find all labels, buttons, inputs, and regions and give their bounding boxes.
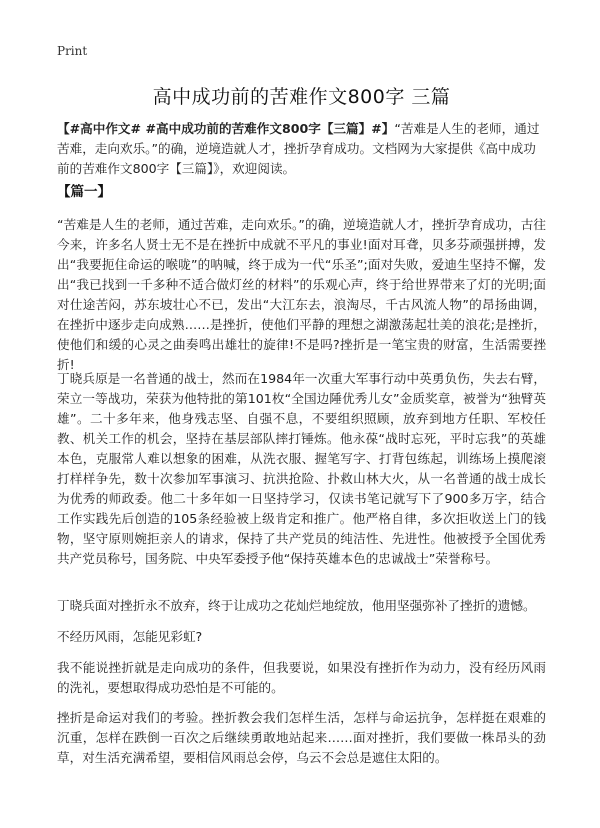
paragraph-5: 我不能说挫折就是走向成功的条件，但我要说，如果没有挫折作为动力，没有经历风雨的洗礼，要想取得成功恐怕是不可能的。 bbox=[57, 660, 546, 695]
paragraph-6: 挫折是命运对我们的考验。挫折教会我们怎样生活，怎样与命运抗争，怎样挺在艰难的沉重，怎样在跌倒一百次之后继续勇敢地站起来……面对挫折，我们要做一株昂头的劲草，对生活充满希望，要相信风雨总会停，乌云不会总是遮住太阳的。 bbox=[57, 710, 546, 765]
page-title: 高中成功前的苦难作文800字 三篇 bbox=[152, 86, 451, 108]
paragraph-1: “苦难是人生的老师，通过苦难，走向欢乐。”的确，逆境造就人才，挫折孕育成功，古往今来，许多名人贤士无不是在挫折中成就不平凡的事业!面对耳聋，贝多芬顽强拼搏，发出“我要扼住命运的喉咙”的呐喊，终于成为一代“乐圣”;面对失败，爱迪生坚持不懈，发出“我已找到一千多种不适合做灯丝的材料”的乐观心声，终于给世界带来了灯的光明;面对仕途苦闷，苏东坡壮心不已，发出“大江东去，浪淘尽，千古风流人物”的昂扬曲调，在挫折中逐步走向成熟……是挫折，使他们平静的理想之湖激荡起壮美的浪花;是挫折，使他们和缓的心灵之曲奏鸣出雄壮的旋律!不是吗?挫折是一笔宝贵的财富，生活需要挫折! bbox=[57, 217, 546, 372]
paragraph-2: 丁晓兵原是一名普通的战士，然而在1984年一次重大军事行动中英勇负伤，失去右臂，荣立一等战功，荣获为他特批的第101枚“全国边陲优秀儿女”金质奖章，被誉为“独臂英雄”。二十多年来，他身残志坚、自强不息，不要组织照顾，放弃到地方任职、军校任教、机关工作的机会，坚持在基层部队摔打锤炼。他永葆“战时忘死，平时忘我”的英雄本色，克服常人难以想象的困难，从洗衣服、握笔写字、打背包练起，训练场上摸爬滚打样样争先，数十次参加军事演习、抗洪抢险、扑救山林大火，从一名普通的战士成长为优秀的师政委。他二十多年如一日坚持学习，仅读书笔记就写下了900多万字，结合工作实践先后创造的105条经验被上级肯定和推广。他严格自律，多次拒收送上门的钱物，坚守原则婉拒亲人的请求，保持了共产党员的纯洁性、先进性。他被授予全国优秀共产党员称号，国务院、中央军委授予他“保持英雄本色的忠诚战士”荣誉称号。 bbox=[57, 371, 546, 566]
intro-paragraph bbox=[57, 119, 546, 179]
paragraph-4: 不经历风雨，怎能见彩虹? bbox=[57, 629, 203, 644]
paragraph-3: 丁晓兵面对挫折永不放弃，终于让成功之花灿烂地绽放，他用坚强弥补了挫折的遗憾。 bbox=[57, 598, 536, 613]
intro-tag: 【#高中作文# #高中成功前的苦难作文800字【三篇】#】 bbox=[57, 121, 395, 136]
intro-text: “苦难是人生的老师，通过苦难，走向欢乐。”的确，逆境造就人才，挫折孕育成功。文档网为大家提供《高中成功前的苦难作文800字【三篇】》，欢迎阅读。 bbox=[57, 121, 540, 176]
section-heading: 【篇一】 bbox=[57, 184, 111, 200]
print-link[interactable]: Print bbox=[57, 44, 88, 58]
